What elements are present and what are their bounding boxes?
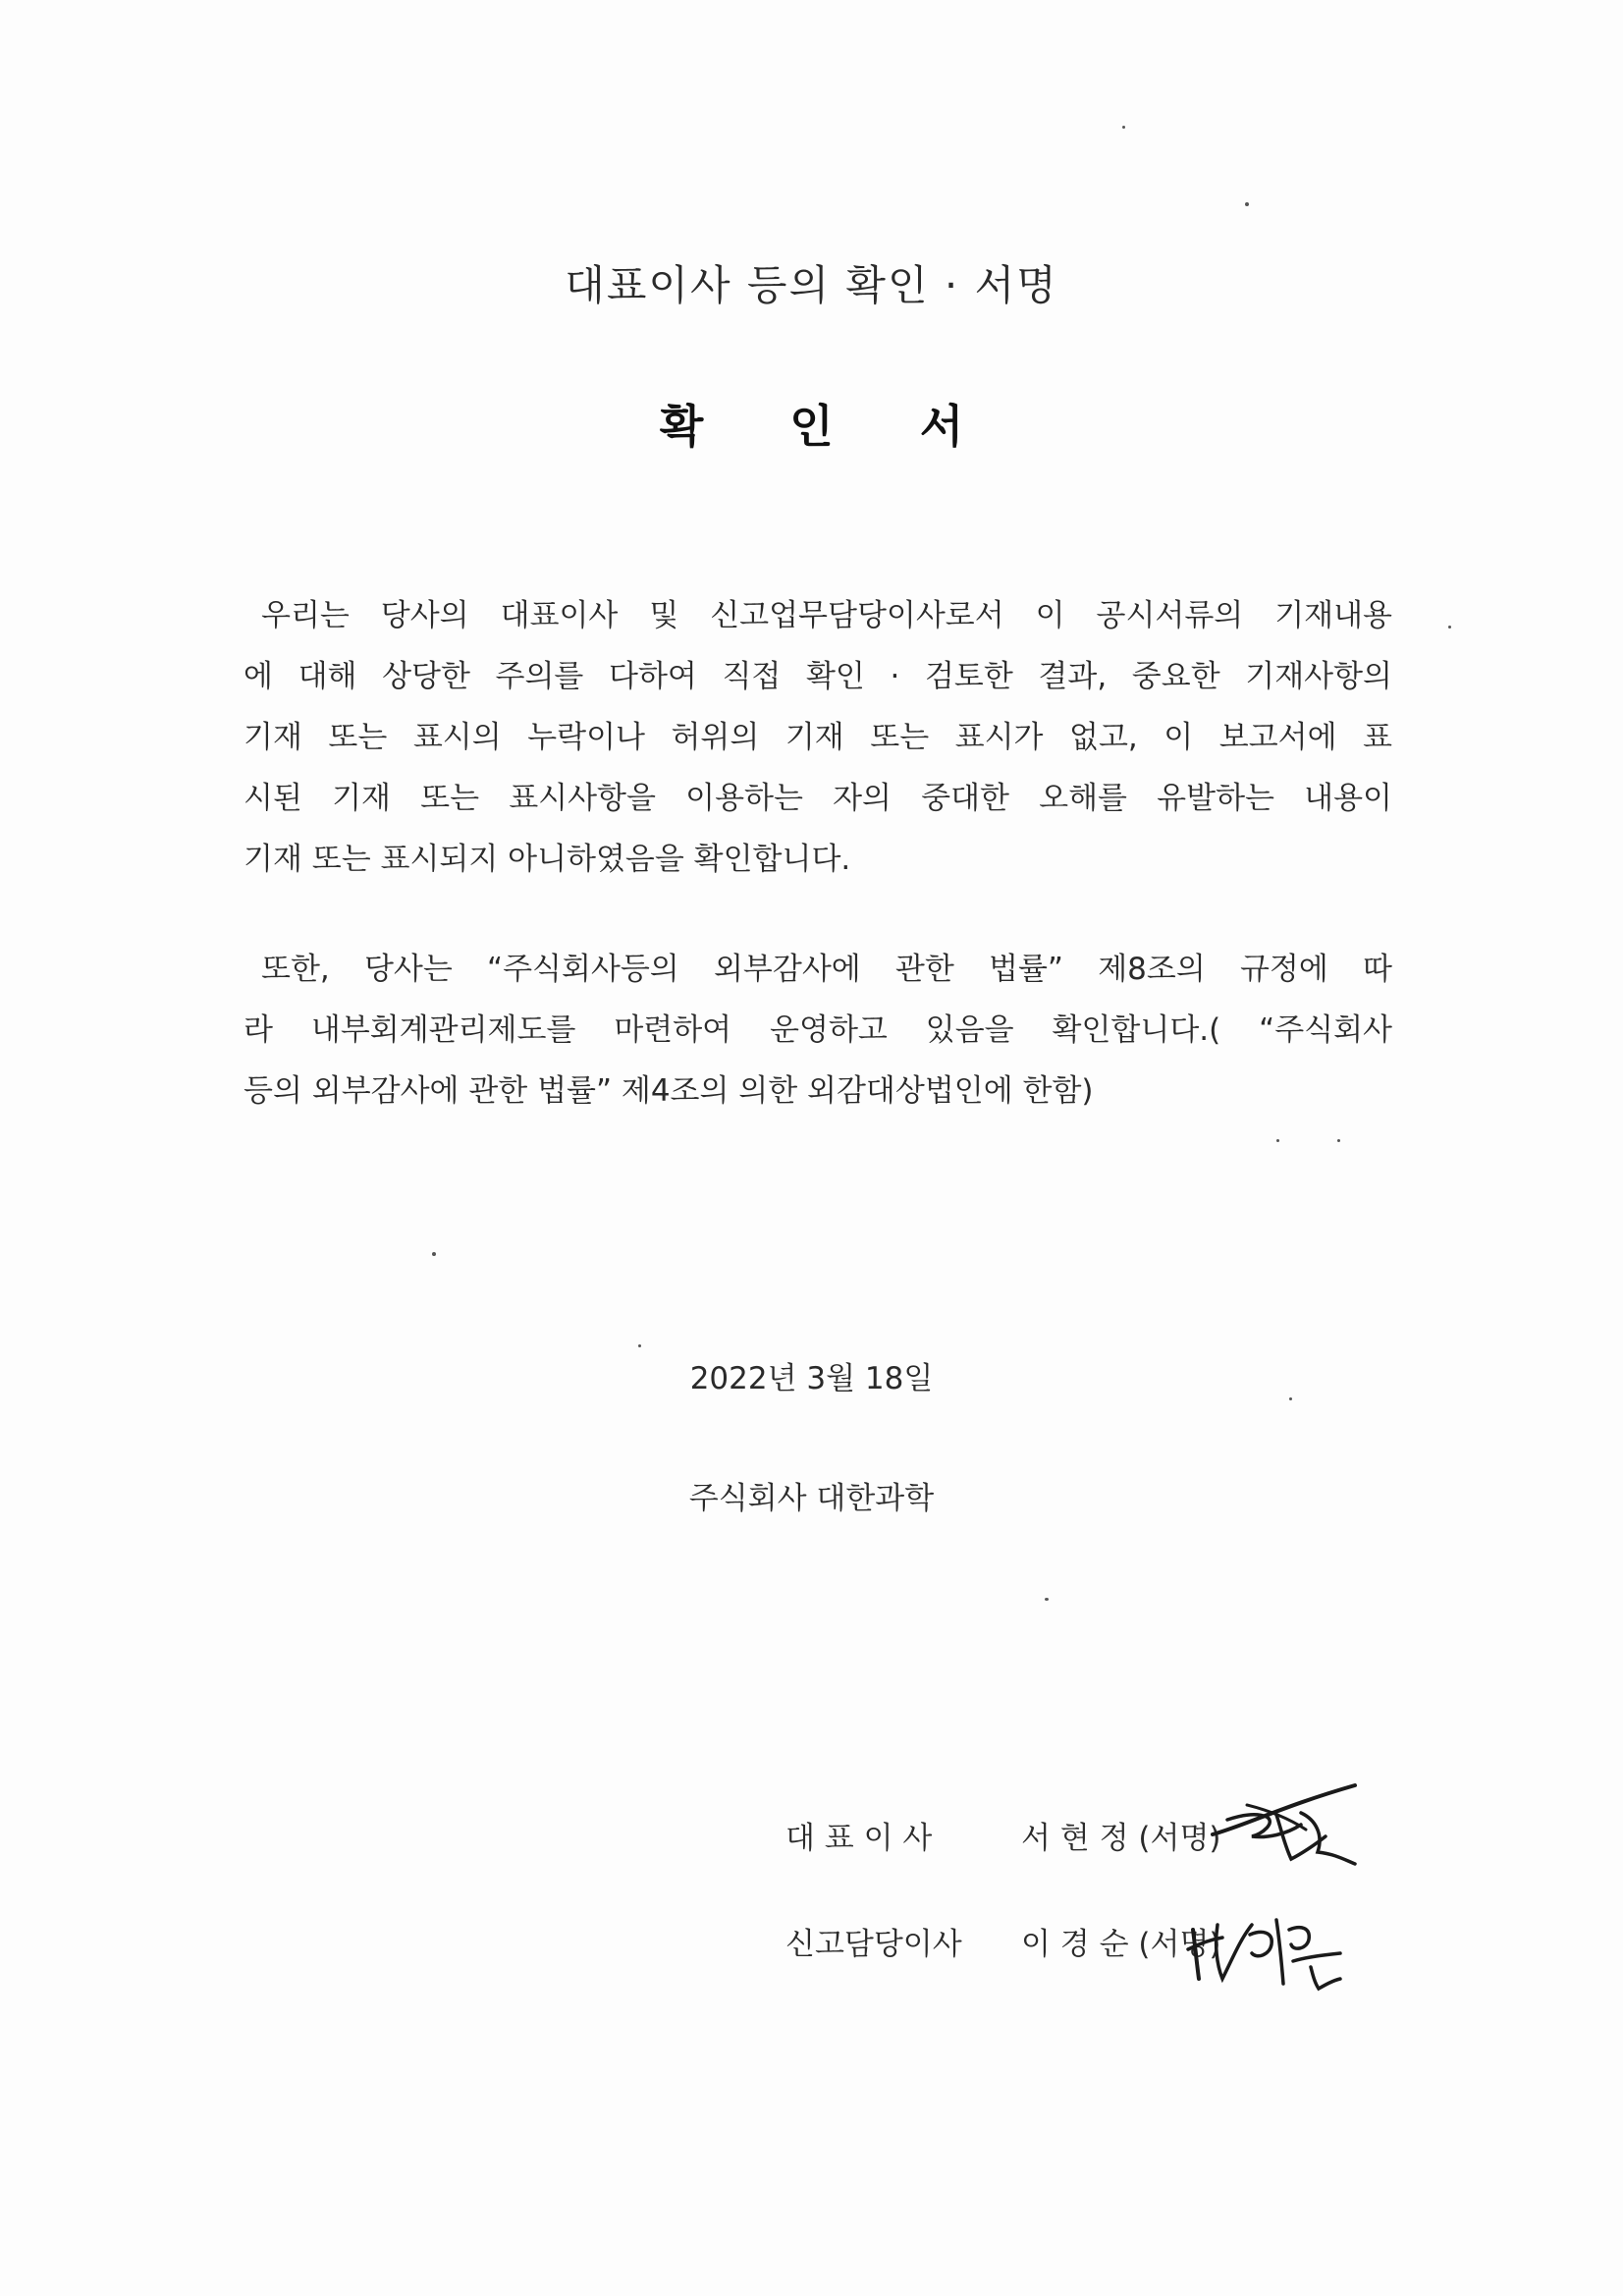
signatory-role: 대 표 이 사 <box>785 1821 933 1856</box>
scan-speck <box>1045 1598 1049 1601</box>
scan-speck <box>1122 126 1125 129</box>
company-name: 주식회사 대한과학 <box>688 1481 935 1516</box>
signatory-ceo <box>785 1813 1220 1857</box>
paragraph-line: 기재 또는 표시되지 아니하였음을 확인합니다. <box>243 842 851 877</box>
signatory-disclosure-director <box>785 1919 1220 1963</box>
internal-control-paragraph <box>243 939 1392 1121</box>
paragraph-line: 시된 기재 또는 표시사항을 이용하는 자의 중대한 오해를 유발하는 내용이 <box>243 781 1392 816</box>
scan-speck <box>1448 626 1451 629</box>
signatory-role: 신고담당이사 <box>785 1927 962 1962</box>
scan-speck <box>638 1344 641 1347</box>
paragraph-line: 기재 또는 표시의 누락이나 허위의 기재 또는 표시가 없고, 이 보고서에 표 <box>243 720 1392 755</box>
handwritten-signature <box>1183 1890 1350 1998</box>
scan-speck <box>1337 1139 1340 1142</box>
paragraph-line: 또한, 당사는 “주식회사등의 외부감사에 관한 법률” 제8조의 규정에 따 <box>261 952 1392 987</box>
scan-speck <box>1276 1139 1279 1142</box>
handwritten-signature <box>1208 1776 1365 1884</box>
scan-speck <box>432 1252 436 1256</box>
document-title: 확 인 서 <box>659 400 1000 453</box>
signatory-name: 서 현 정 (서명) <box>1021 1821 1221 1856</box>
scan-speck <box>1289 1397 1292 1400</box>
document-heading: 대표이사 등의 확인 · 서명 <box>565 261 1058 309</box>
signatory-name: 이 경 순 (서명) <box>1021 1927 1221 1962</box>
scan-speck <box>1245 202 1249 206</box>
paragraph-line: 우리는 당사의 대표이사 및 신고업무담당이사로서 이 공시서류의 기재내용 <box>261 598 1392 633</box>
paragraph-line: 등의 외부감사에 관한 법률” 제4조의 의한 외감대상법인에 한함) <box>243 1073 1094 1109</box>
paragraph-line: 라 내부회계관리제도를 마련하여 운영하고 있음을 확인합니다.( “주식회사 <box>243 1012 1392 1048</box>
paragraph-line: 에 대해 상당한 주의를 다하여 직접 확인 · 검토한 결과, 중요한 기재사항의 <box>243 659 1392 694</box>
document-date: 2022년 3월 18일 <box>689 1361 934 1396</box>
confirmation-paragraph <box>243 585 1392 890</box>
